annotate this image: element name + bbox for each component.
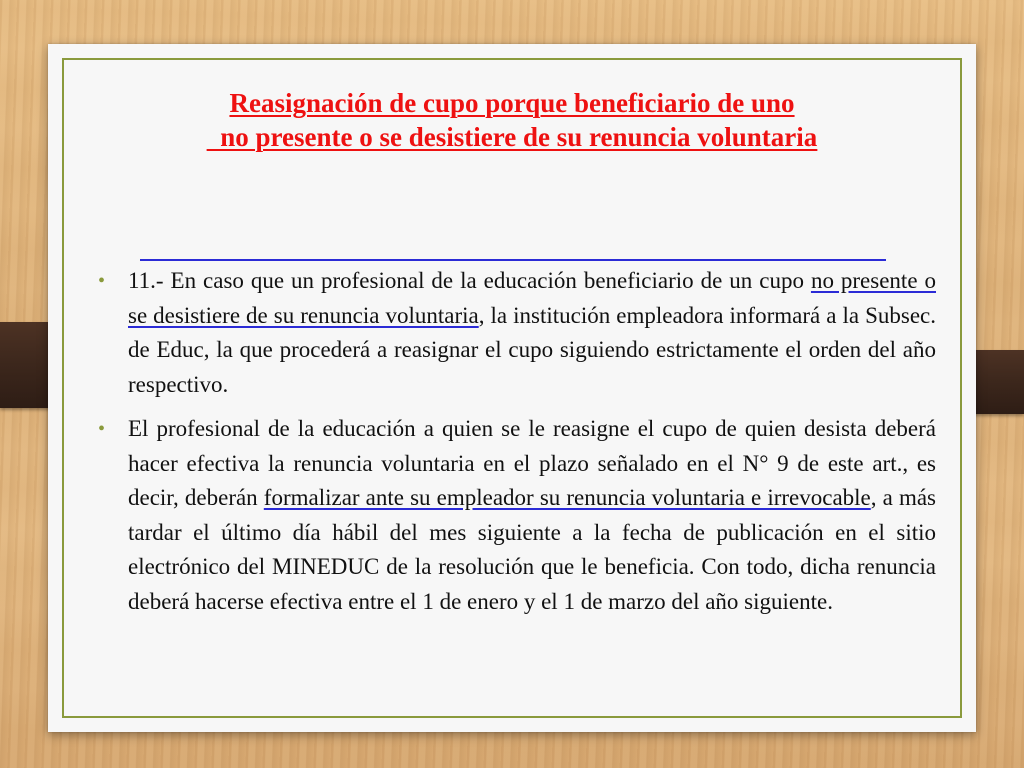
title-line-1: Reasignación de cupo porque beneficiario de uno [229, 88, 795, 118]
bullet-2-underlined: formalizar ante su empleador su renuncia voluntaria e irrevocable [263, 485, 871, 510]
title-line-2: no presente o se desistiere de su renuncia voluntaria [206, 122, 818, 152]
bullet-1-text-before: 11.- En caso que un profesional de la educación beneficiario de un cupo [128, 268, 811, 293]
bullet-item-2 [94, 412, 936, 619]
bullet-icon: • [98, 418, 106, 440]
bullet-2-text-before: El profesional de la educación a quien se le reasigne el cupo de quien desista deberá hacer efectiva la renuncia voluntaria en el plazo señalado en el N° 9 de este art., es decir, deberán [128, 416, 936, 510]
title-divider [140, 259, 886, 261]
bullet-icon: • [98, 270, 106, 292]
bullet-item-1 [94, 264, 936, 402]
slide-title [48, 86, 976, 154]
bullet-1-text-after: , la institución empleadora informará a la Subsec. de Educ, la que procederá a reasignar el cupo siguiendo estrictamente el orden del año respectivo. [128, 302, 936, 397]
bullet-2-text-after: , a más tardar el último día hábil del mes siguiente a la fecha de publicación en el sitio electrónico del MINEDUC de la resolución que le beneficia. Con todo, dicha renuncia deberá hacerse efectiva entre el 1 de enero y el 1 de marzo del año siguiente. [128, 485, 936, 614]
bullet-list [94, 264, 936, 619]
bullet-1-underlined: no presente o se desistiere de su renuncia voluntaria [128, 268, 936, 328]
slide-paper [48, 44, 976, 732]
